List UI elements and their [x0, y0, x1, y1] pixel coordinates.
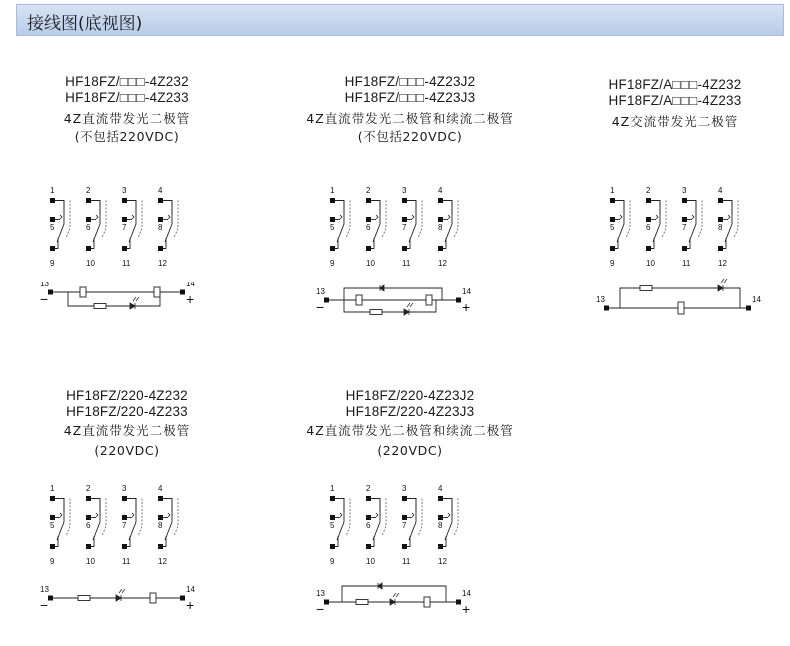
terminal-9: [610, 246, 615, 251]
terminal-label-2: 2: [366, 484, 371, 493]
terminal-14: [180, 290, 185, 295]
contact-arm: [615, 201, 624, 243]
contact-link: [66, 201, 70, 239]
model-line-1: HF18FZ/220-4Z232: [66, 388, 188, 403]
terminal-13: [324, 600, 329, 605]
terminal-11: [682, 246, 687, 251]
terminal-label-14: 14: [186, 585, 195, 594]
terminal-12: [438, 544, 443, 549]
terminal-4: [438, 496, 443, 501]
contact-arm: [335, 499, 344, 541]
contact-arrow: [656, 215, 658, 219]
contact-link: [418, 499, 422, 537]
led-light-icon: [407, 303, 413, 307]
contact-link: [102, 499, 106, 537]
terminal-label-3: 3: [402, 186, 407, 195]
contact-link: [626, 201, 630, 239]
contact-arrow: [60, 513, 62, 517]
terminal-8: [438, 515, 443, 520]
contact-arrow: [412, 215, 414, 219]
contact-arm: [163, 499, 172, 541]
terminal-label-6: 6: [366, 521, 371, 530]
terminal-7: [402, 515, 407, 520]
terminal-7: [402, 217, 407, 222]
contact-arrow: [620, 215, 622, 219]
led-symbol: [116, 595, 121, 601]
diagram-title: [290, 388, 530, 460]
terminal-label-14: 14: [752, 295, 761, 304]
terminal-7: [682, 217, 687, 222]
diagram-note: (不包括220VDC): [357, 129, 463, 144]
terminal-12: [718, 246, 723, 251]
header-title: 接线图(底视图): [27, 14, 143, 34]
terminal-7: [122, 515, 127, 520]
diagram-title: [560, 74, 790, 131]
terminal-12: [158, 246, 163, 251]
terminal-2: [366, 198, 371, 203]
coil-circuit-1: [34, 282, 214, 316]
diagram-description: 4Z直流带发光二极管: [63, 423, 191, 438]
terminal-label-6: 6: [646, 223, 651, 232]
coil-symbol: [678, 302, 684, 314]
contact-schematic-4: [40, 482, 210, 572]
contact-link: [382, 499, 386, 537]
contact-link: [174, 499, 178, 537]
coil-circuit-3: [592, 278, 777, 318]
terminal-label-4: 4: [158, 484, 163, 493]
terminal-label-3: 3: [682, 186, 687, 195]
terminal-label-10: 10: [366, 557, 375, 566]
model-line-1: HF18FZ/□□□-4Z23J2: [344, 74, 476, 89]
terminal-label-2: 2: [86, 186, 91, 195]
terminal-2: [646, 198, 651, 203]
contact-arm: [443, 201, 452, 243]
contact-arrow: [448, 513, 450, 517]
terminal-5: [610, 217, 615, 222]
terminal-label-13: 13: [316, 589, 325, 598]
terminal-3: [122, 496, 127, 501]
terminal-10: [646, 246, 651, 251]
contact-lead: [163, 536, 166, 547]
terminal-label-13: 13: [316, 287, 325, 296]
terminal-label-12: 12: [158, 557, 167, 566]
resistor-symbol: [370, 310, 382, 315]
contact-schematic-1: [40, 184, 210, 274]
terminal-5: [330, 217, 335, 222]
contact-lead: [91, 536, 94, 547]
diagram-title: [12, 388, 242, 460]
led-symbol: [718, 285, 723, 291]
contact-arrow: [376, 215, 378, 219]
terminal-14: [180, 596, 185, 601]
terminal-label-12: 12: [438, 557, 447, 566]
terminal-label-10: 10: [646, 259, 655, 268]
terminal-label-5: 5: [330, 521, 335, 530]
terminal-4: [438, 198, 443, 203]
terminal-6: [646, 217, 651, 222]
terminal-label-6: 6: [86, 521, 91, 530]
terminal-label-1: 1: [610, 186, 615, 195]
terminal-label-6: 6: [366, 223, 371, 232]
terminal-label-13: 13: [40, 585, 49, 594]
contact-lead: [127, 536, 130, 547]
resistor-symbol: [356, 600, 368, 605]
diagram-note: (220VDC): [94, 443, 160, 458]
terminal-label-12: 12: [718, 259, 727, 268]
plus-sign: +: [186, 597, 195, 613]
diagram-title: [12, 74, 242, 146]
terminal-label-5: 5: [330, 223, 335, 232]
terminal-label-1: 1: [50, 186, 55, 195]
contact-link: [102, 201, 106, 239]
terminal-10: [86, 544, 91, 549]
terminal-label-7: 7: [402, 223, 407, 232]
terminal-13: [48, 596, 53, 601]
terminal-11: [122, 246, 127, 251]
coil-symbol: [426, 295, 432, 305]
coil-symbol: [424, 597, 430, 607]
led-light-icon: [721, 279, 727, 283]
diagram-description: 4Z交流带发光二极管: [611, 114, 739, 129]
terminal-label-8: 8: [438, 223, 443, 232]
contact-link: [454, 201, 458, 239]
contact-arm: [55, 201, 64, 243]
contact-arrow: [60, 215, 62, 219]
led-light-icon: [119, 589, 125, 593]
led-symbol: [404, 309, 409, 315]
coil-symbol: [154, 287, 160, 297]
model-line-1: HF18FZ/□□□-4Z232: [65, 74, 189, 89]
terminal-label-4: 4: [718, 186, 723, 195]
contact-arm: [371, 499, 380, 541]
terminal-label-4: 4: [438, 186, 443, 195]
terminal-8: [158, 217, 163, 222]
resistor-symbol: [78, 596, 90, 601]
terminal-7: [122, 217, 127, 222]
terminal-label-9: 9: [330, 259, 335, 268]
model-line-1: HF18FZ/A□□□-4Z232: [608, 77, 742, 92]
terminal-label-14: 14: [462, 287, 471, 296]
contact-arm: [687, 201, 696, 243]
contact-link: [66, 499, 70, 537]
diode-symbol: [380, 285, 384, 291]
contact-arrow: [168, 215, 170, 219]
led-light-icon: [133, 297, 139, 301]
terminal-3: [402, 496, 407, 501]
terminal-label-9: 9: [50, 259, 55, 268]
terminal-label-13: 13: [40, 282, 49, 288]
terminal-label-14: 14: [462, 589, 471, 598]
contact-link: [346, 201, 350, 239]
contact-arm: [723, 201, 732, 243]
terminal-12: [438, 246, 443, 251]
led-symbol: [390, 599, 395, 605]
contact-arrow: [132, 513, 134, 517]
terminal-label-2: 2: [86, 484, 91, 493]
terminal-label-4: 4: [438, 484, 443, 493]
diagram-note: (220VDC): [377, 443, 443, 458]
terminal-4: [718, 198, 723, 203]
terminal-11: [122, 544, 127, 549]
contact-arrow: [168, 513, 170, 517]
contact-arm: [335, 201, 344, 243]
contact-schematic-3: [600, 184, 770, 274]
contact-arm: [91, 499, 100, 541]
terminal-label-9: 9: [50, 557, 55, 566]
terminal-label-8: 8: [718, 223, 723, 232]
terminal-label-9: 9: [610, 259, 615, 268]
terminal-9: [50, 246, 55, 251]
model-line-2: HF18FZ/A□□□-4Z233: [608, 93, 742, 108]
terminal-3: [122, 198, 127, 203]
terminal-8: [718, 217, 723, 222]
minus-sign: −: [40, 291, 49, 307]
contact-link: [418, 201, 422, 239]
terminal-13: [48, 290, 53, 295]
contact-link: [698, 201, 702, 239]
terminal-label-14: 14: [186, 282, 195, 288]
terminal-10: [366, 544, 371, 549]
contact-arm: [91, 201, 100, 243]
terminal-2: [86, 198, 91, 203]
terminal-3: [402, 198, 407, 203]
contact-link: [662, 201, 666, 239]
terminal-label-6: 6: [86, 223, 91, 232]
terminal-14: [746, 306, 751, 311]
minus-sign: −: [316, 299, 325, 315]
contact-arrow: [340, 215, 342, 219]
plus-sign: +: [462, 601, 471, 617]
plus-sign: +: [186, 291, 195, 307]
terminal-label-8: 8: [438, 521, 443, 530]
coil-circuit-4: [34, 584, 214, 614]
contact-arm: [163, 201, 172, 243]
diagram-description: 4Z直流带发光二极管和续流二极管: [306, 423, 514, 438]
terminal-label-7: 7: [122, 521, 127, 530]
diagram-note: (不包括220VDC): [74, 129, 180, 144]
terminal-label-3: 3: [122, 484, 127, 493]
contact-lead: [55, 536, 58, 547]
terminal-label-2: 2: [646, 186, 651, 195]
model-line-2: HF18FZ/□□□-4Z233: [65, 90, 189, 105]
terminal-label-11: 11: [402, 557, 411, 566]
diagram-description: 4Z直流带发光二极管: [63, 111, 191, 126]
terminal-label-12: 12: [438, 259, 447, 268]
terminal-label-8: 8: [158, 223, 163, 232]
model-line-2: HF18FZ/□□□-4Z23J3: [344, 90, 476, 105]
led-symbol: [130, 303, 135, 309]
terminal-6: [366, 217, 371, 222]
terminal-label-11: 11: [122, 557, 131, 566]
contact-arrow: [448, 215, 450, 219]
contact-arm: [407, 201, 416, 243]
contact-lead: [127, 238, 130, 249]
contact-arrow: [376, 513, 378, 517]
contact-arm: [443, 499, 452, 541]
terminal-label-7: 7: [682, 223, 687, 232]
terminal-label-7: 7: [122, 223, 127, 232]
contact-arm: [127, 499, 136, 541]
terminal-5: [50, 217, 55, 222]
terminal-2: [366, 496, 371, 501]
contact-lead: [55, 238, 58, 249]
terminal-1: [330, 496, 335, 501]
terminal-label-13: 13: [596, 295, 605, 304]
terminal-2: [86, 496, 91, 501]
coil-symbol: [356, 295, 362, 305]
coil-symbol: [80, 287, 86, 297]
coil-circuit-5: [310, 578, 490, 618]
coil-symbol: [150, 593, 156, 603]
header-bar: [16, 4, 784, 36]
contact-arrow: [692, 215, 694, 219]
terminal-label-5: 5: [610, 223, 615, 232]
diagram-description: 4Z直流带发光二极管和续流二极管: [306, 111, 514, 126]
terminal-label-2: 2: [366, 186, 371, 195]
terminal-6: [86, 217, 91, 222]
resistor-symbol: [94, 304, 106, 309]
terminal-1: [330, 198, 335, 203]
terminal-label-3: 3: [122, 186, 127, 195]
plus-sign: +: [462, 299, 471, 315]
terminal-1: [50, 198, 55, 203]
contact-arm: [55, 499, 64, 541]
terminal-label-5: 5: [50, 223, 55, 232]
contact-arrow: [132, 215, 134, 219]
terminal-5: [50, 515, 55, 520]
contact-schematic-5: [320, 482, 490, 572]
minus-sign: −: [40, 597, 49, 613]
terminal-10: [366, 246, 371, 251]
diode-symbol: [378, 583, 382, 589]
contact-link: [138, 499, 142, 537]
contact-link: [382, 201, 386, 239]
terminal-label-1: 1: [330, 186, 335, 195]
terminal-label-9: 9: [330, 557, 335, 566]
terminal-label-4: 4: [158, 186, 163, 195]
terminal-label-5: 5: [50, 521, 55, 530]
contact-link: [138, 201, 142, 239]
contact-arrow: [728, 215, 730, 219]
contact-arrow: [340, 513, 342, 517]
terminal-label-7: 7: [402, 521, 407, 530]
terminal-label-11: 11: [122, 259, 131, 268]
terminal-label-11: 11: [402, 259, 411, 268]
model-line-1: HF18FZ/220-4Z23J2: [345, 388, 475, 403]
terminal-3: [682, 198, 687, 203]
diagram-title: [290, 74, 530, 146]
terminal-label-3: 3: [402, 484, 407, 493]
model-line-2: HF18FZ/220-4Z23J3: [345, 404, 475, 419]
minus-sign: −: [316, 601, 325, 617]
terminal-10: [86, 246, 91, 251]
led-light-icon: [393, 593, 399, 597]
terminal-9: [330, 246, 335, 251]
terminal-12: [158, 544, 163, 549]
terminal-label-10: 10: [366, 259, 375, 268]
terminal-13: [324, 298, 329, 303]
terminal-11: [402, 246, 407, 251]
contact-arm: [651, 201, 660, 243]
contact-link: [734, 201, 738, 239]
terminal-13: [604, 306, 609, 311]
terminal-8: [438, 217, 443, 222]
terminal-label-11: 11: [682, 259, 691, 268]
terminal-6: [366, 515, 371, 520]
terminal-4: [158, 198, 163, 203]
terminal-label-1: 1: [50, 484, 55, 493]
terminal-label-8: 8: [158, 521, 163, 530]
terminal-14: [456, 298, 461, 303]
terminal-1: [610, 198, 615, 203]
contact-arm: [407, 499, 416, 541]
coil-circuit-2: [310, 282, 490, 324]
resistor-symbol: [640, 286, 652, 291]
contact-arrow: [96, 513, 98, 517]
contact-arm: [371, 201, 380, 243]
contact-link: [454, 499, 458, 537]
contact-arm: [127, 201, 136, 243]
model-line-2: HF18FZ/220-4Z233: [66, 404, 188, 419]
terminal-label-10: 10: [86, 259, 95, 268]
contact-link: [174, 201, 178, 239]
contact-link: [346, 499, 350, 537]
terminal-9: [330, 544, 335, 549]
terminal-6: [86, 515, 91, 520]
terminal-4: [158, 496, 163, 501]
terminal-label-1: 1: [330, 484, 335, 493]
terminal-5: [330, 515, 335, 520]
terminal-label-10: 10: [86, 557, 95, 566]
contact-lead: [163, 238, 166, 249]
contact-schematic-2: [320, 184, 490, 274]
contact-lead: [91, 238, 94, 249]
terminal-9: [50, 544, 55, 549]
terminal-1: [50, 496, 55, 501]
contact-arrow: [412, 513, 414, 517]
terminal-11: [402, 544, 407, 549]
terminal-label-12: 12: [158, 259, 167, 268]
terminal-14: [456, 600, 461, 605]
terminal-8: [158, 515, 163, 520]
contact-arrow: [96, 215, 98, 219]
